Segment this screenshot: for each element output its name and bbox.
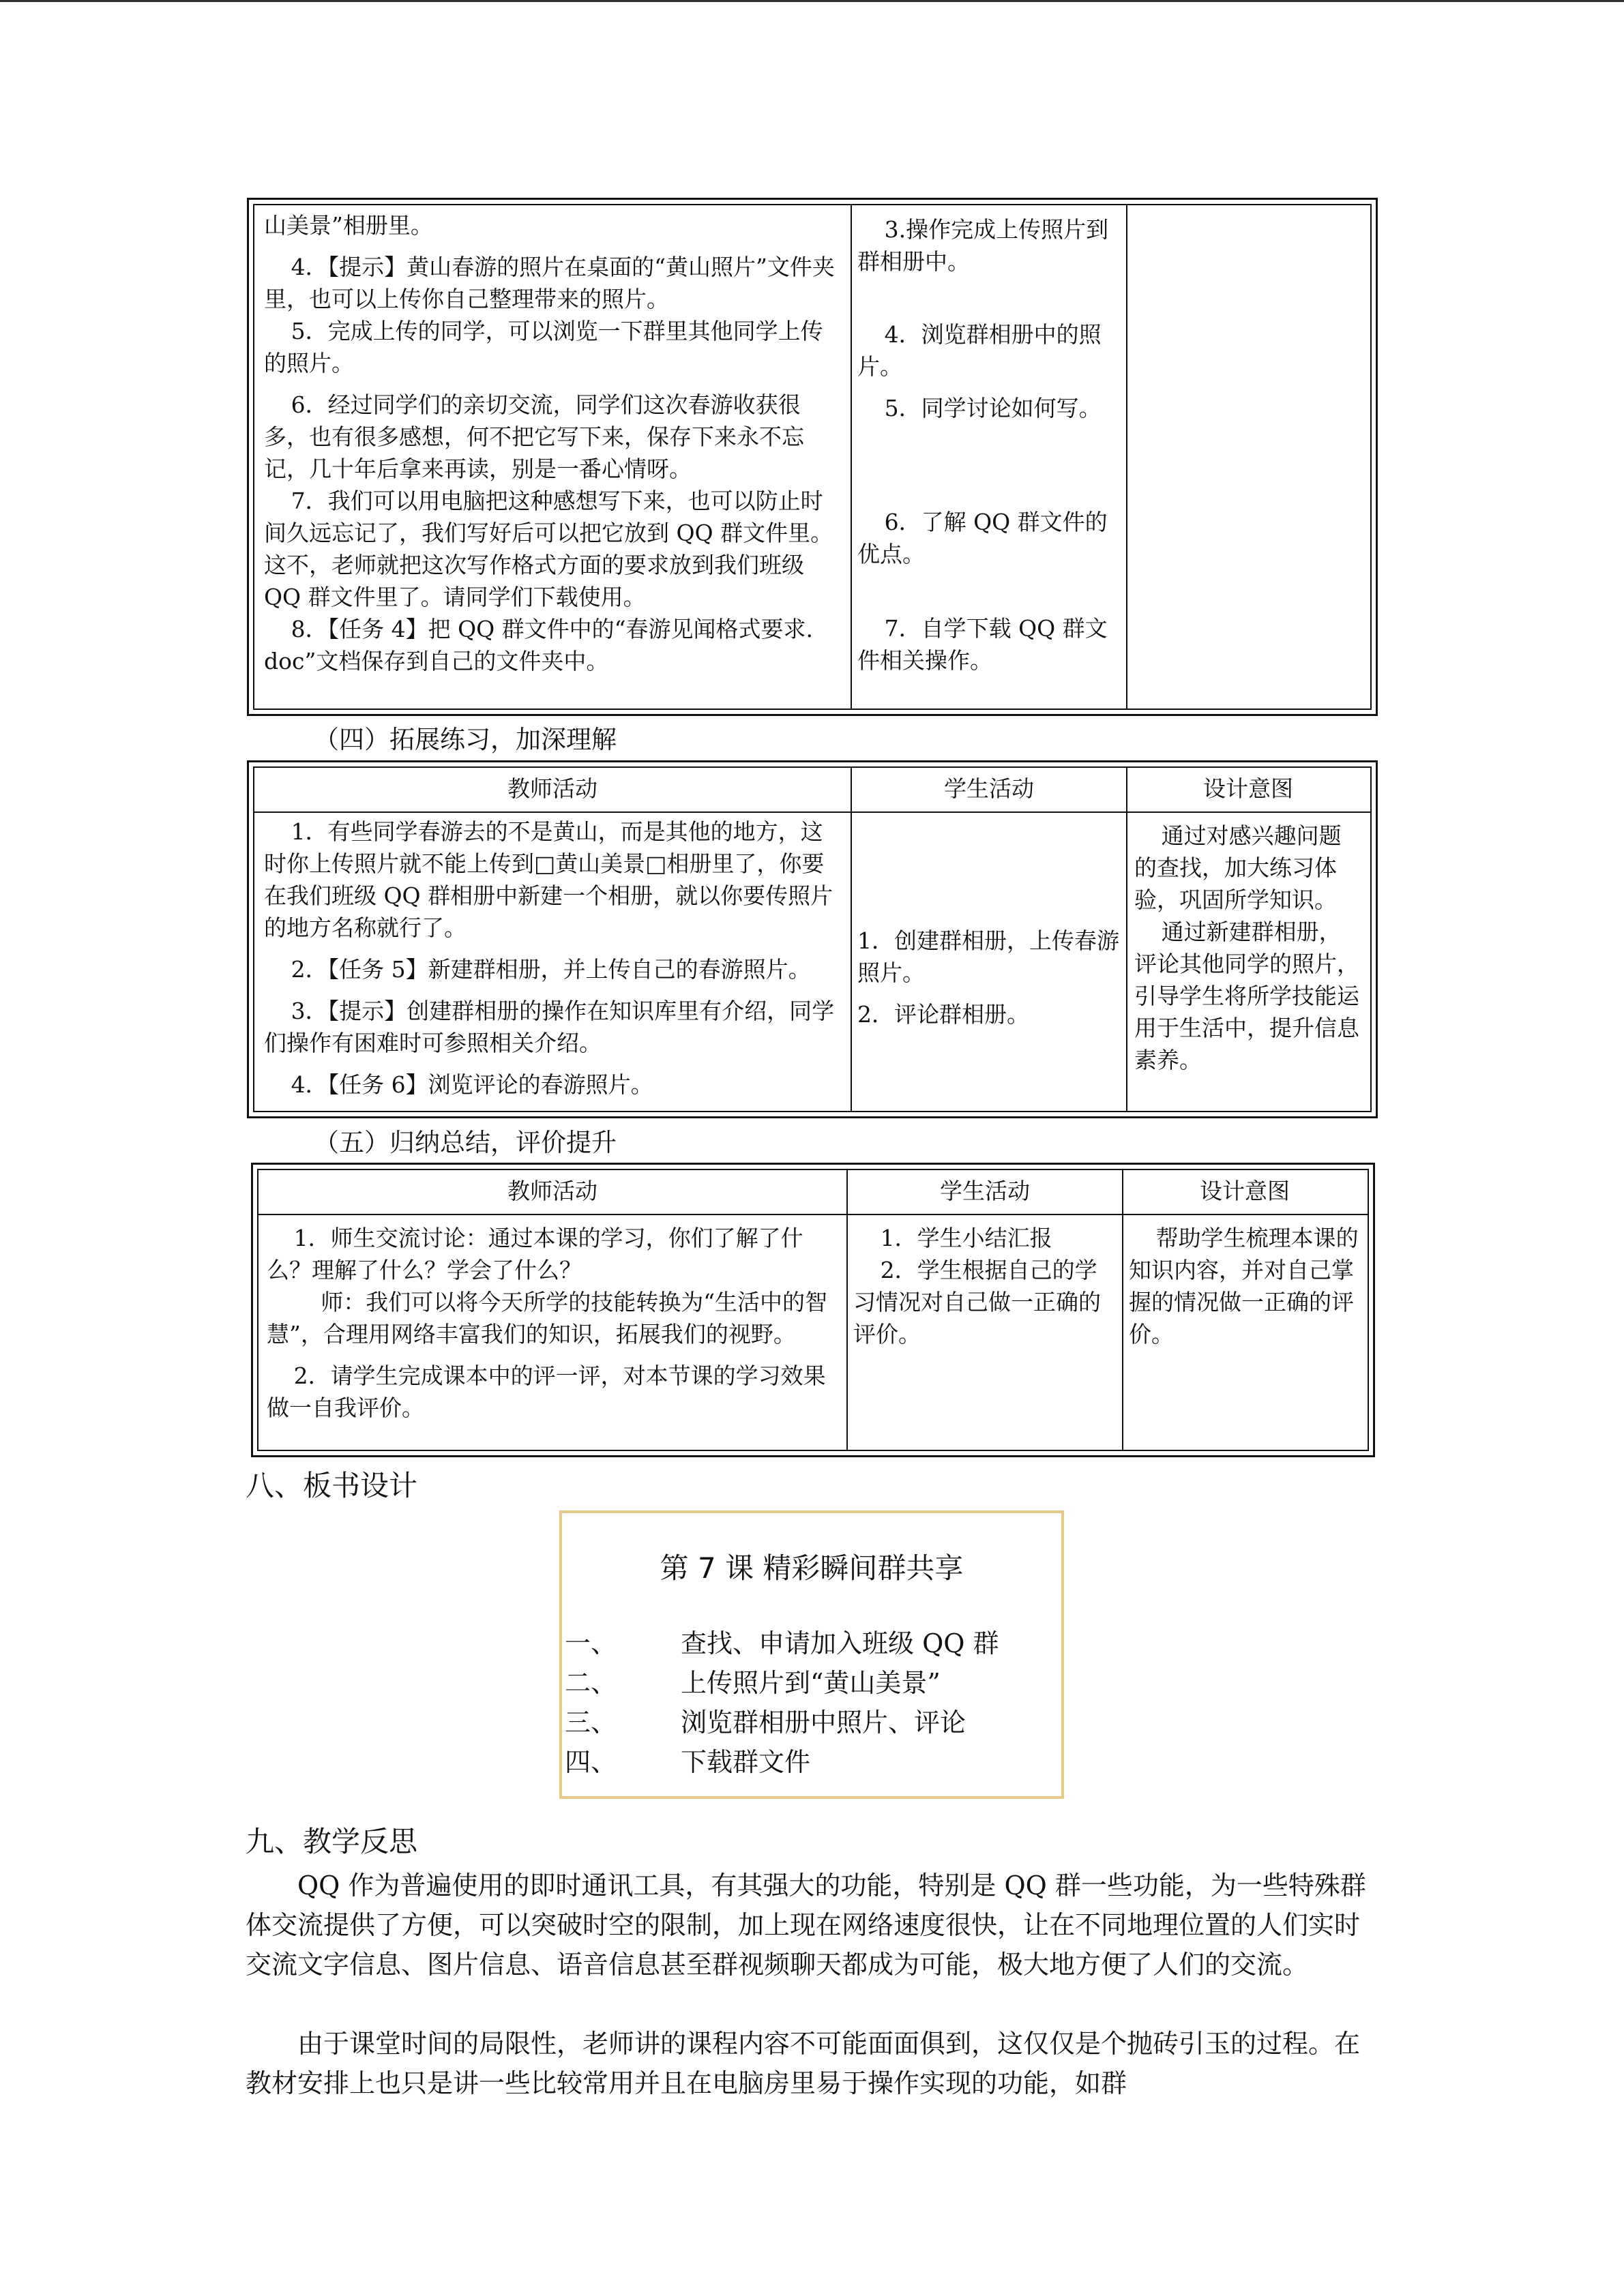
page-top-border <box>0 0 1624 2</box>
student-item: 1．学生小结汇报 <box>880 1225 1052 1251</box>
section-heading-4: （四）拓展练习，加深理解 <box>314 725 617 754</box>
teacher-item: 2．【任务 5】新建群相册，并上传自己的春游照片。 <box>291 956 811 983</box>
header-design-intent: 设计意图 <box>1200 1178 1290 1204</box>
teacher-item: 4．【提示】黄山春游的照片在桌面的“黄山照片”文件夹里，也可以上传你自己整理带来的照片。 <box>264 254 835 312</box>
teacher-item: 5．完成上传的同学，可以浏览一下群里其他同学上传的照片。 <box>264 318 823 376</box>
teacher-item: 师：我们可以将今天所学的技能转换为“生活中的智慧”，合理用网络丰富我们的知识，拓展我们的视野。 <box>267 1289 828 1347</box>
student-activity-cell <box>857 925 1119 1030</box>
summary-table <box>251 1163 1375 1457</box>
reflection-paragraph: 由于课堂时间的局限性，老师讲的课程内容不可能面面俱到，这仅仅是个抛砖引玉的过程。在教材安排上也只是讲一些比较常用并且在电脑房里易于操作实现的功能，如群 <box>246 2029 1361 2098</box>
header-student-activity: 学生活动 <box>944 775 1034 802</box>
student-activity-cell <box>857 213 1119 676</box>
board-item: 三、 浏览群相册中照片、评论 <box>565 1708 966 1738</box>
student-item: 7．自学下载 QQ 群文件相关操作。 <box>857 615 1108 674</box>
student-item: 5．同学讨论如何写。 <box>884 395 1102 421</box>
student-item: 3.操作完成上传照片到群相册中。 <box>857 216 1109 275</box>
student-activity-cell <box>853 1222 1115 1350</box>
student-item: 1．创建群相册，上传春游照片。 <box>857 927 1119 986</box>
practice-table <box>247 760 1378 1118</box>
student-item: 6．了解 QQ 群文件的优点。 <box>857 509 1108 567</box>
teacher-item: 6．经过同学们的亲切交流，同学们这次春游收获很多，也有很多感想，何不把它写下来，保存下来永不忘记，几十年后拿来再读，别是一番心情呀。 <box>264 391 804 482</box>
teacher-item: 3．【提示】创建群相册的操作在知识库里有介绍，同学们操作有困难时可参照相关介绍。 <box>264 998 835 1056</box>
student-item: 2．学生根据自己的学习情况对自己做一正确的评价。 <box>853 1257 1101 1347</box>
reflection-paragraph: QQ 作为普遍使用的即时通讯工具，有其强大的功能，特别是 QQ 群一些功能，为一些特殊群体交流提供了方便，可以突破时空的限制，加上现在网络速度很快，让在不同地理位置的人们实时交流文字信息、图片信息、语音信息甚至群视频聊天都成为可能，极大地方便了人们的交流。 <box>246 1870 1366 1980</box>
design-intent-cell <box>1129 1222 1363 1350</box>
header-teacher-activity: 教师活动 <box>507 775 597 802</box>
teacher-activity-cell <box>264 209 844 677</box>
teacher-item: 8．【任务 4】把 QQ 群文件中的“春游见闻格式要求. doc”文档保存到自己的文件夹中。 <box>264 616 814 674</box>
section-heading-5: （五）归纳总结，评价提升 <box>314 1128 617 1157</box>
reflection-heading: 九、教学反思 <box>246 1825 418 1858</box>
board-item: 一、 查找、申请加入班级 QQ 群 <box>565 1628 999 1658</box>
teacher-item: 4．【任务 6】浏览评论的春游照片。 <box>291 1071 653 1098</box>
lesson-table-continued <box>247 198 1378 716</box>
header-teacher-activity: 教师活动 <box>507 1178 597 1204</box>
student-item: 2．评论群相册。 <box>857 1001 1029 1028</box>
design-item: 帮助学生梳理本课的知识内容，并对自己掌握的情况做一正确的评价。 <box>1129 1225 1359 1347</box>
board-item: 二、 上传照片到“黄山美景” <box>565 1668 941 1698</box>
teacher-item: 山美景”相册里。 <box>264 212 433 239</box>
board-design-box <box>559 1510 1064 1799</box>
design-intent-cell <box>1134 820 1363 1076</box>
teacher-activity-cell <box>267 1222 841 1424</box>
board-design-heading: 八、板书设计 <box>246 1469 418 1502</box>
design-item: 通过对感兴趣问题的查找，加大练习体验，巩固所学知识。 <box>1134 822 1342 913</box>
teacher-activity-cell <box>264 816 844 1101</box>
student-item: 4．浏览群相册中的照片。 <box>857 321 1102 380</box>
design-item: 通过新建群相册，评论其他同学的照片，引导学生将所学技能运用于生活中，提升信息素养。 <box>1134 919 1359 1073</box>
teacher-item: 1．有些同学春游去的不是黄山，而是其他的地方，这时你上传照片就不能上传到□黄山美景□相册里了，你要在我们班级 QQ 群相册中新建一个相册，就以你要传照片的地方名称就行了。 <box>264 818 833 941</box>
board-title: 第 7 课 精彩瞬间群共享 <box>660 1551 964 1585</box>
header-design-intent: 设计意图 <box>1203 775 1293 802</box>
header-student-activity: 学生活动 <box>940 1178 1030 1204</box>
teacher-item: 2．请学生完成课本中的评一评，对本节课的学习效果做一自我评价。 <box>267 1362 826 1421</box>
teacher-item: 7．我们可以用电脑把这种感想写下来，也可以防止时间久远忘记了，我们写好后可以把它放到 QQ 群文件里。这不，老师就把这次写作格式方面的要求放到我们班级 QQ 群文件里了。请同学们下载使用。 <box>264 488 833 610</box>
teacher-item: 1．师生交流讨论：通过本课的学习，你们了解了什么？理解了什么？学会了什么？ <box>267 1225 803 1283</box>
board-item: 四、 下载群文件 <box>565 1747 811 1777</box>
